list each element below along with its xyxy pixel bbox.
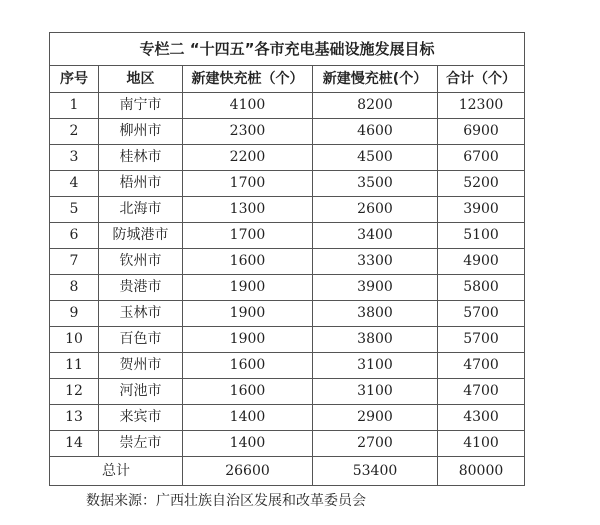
cell-sum: 6900 <box>438 119 525 145</box>
table-row <box>50 249 525 275</box>
cell-index: 4 <box>50 171 99 197</box>
cell-index: 13 <box>50 405 99 431</box>
cell-fast: 1600 <box>183 249 313 275</box>
cell-index: 5 <box>50 197 99 223</box>
table-row <box>50 431 525 457</box>
cell-slow: 2600 <box>313 197 438 223</box>
cell-index: 8 <box>50 275 99 301</box>
cell-index: 12 <box>50 379 99 405</box>
cell-region: 玉林市 <box>99 301 183 327</box>
cell-slow: 3100 <box>313 353 438 379</box>
cell-fast: 1900 <box>183 327 313 353</box>
cell-fast: 1600 <box>183 353 313 379</box>
cell-fast: 1400 <box>183 405 313 431</box>
cell-fast: 1300 <box>183 197 313 223</box>
cell-index: 7 <box>50 249 99 275</box>
cell-region: 防城港市 <box>99 223 183 249</box>
total-sum: 80000 <box>438 457 525 486</box>
total-fast: 26600 <box>183 457 313 486</box>
cell-sum: 4300 <box>438 405 525 431</box>
table-row <box>50 171 525 197</box>
cell-slow: 3500 <box>313 171 438 197</box>
column-header: 新建快充桩（个） <box>183 66 313 93</box>
source-note: 数据来源：广西壮族自治区发展和改革委员会 <box>86 493 366 509</box>
cell-slow: 4500 <box>313 145 438 171</box>
cell-sum: 4700 <box>438 353 525 379</box>
cell-region: 河池市 <box>99 379 183 405</box>
cell-fast: 1600 <box>183 379 313 405</box>
cell-sum: 4700 <box>438 379 525 405</box>
table-row <box>50 93 525 119</box>
cell-region: 钦州市 <box>99 249 183 275</box>
table-title: 专栏二 “十四五”各市充电基础设施发展目标 <box>50 33 525 66</box>
cell-index: 2 <box>50 119 99 145</box>
cell-index: 10 <box>50 327 99 353</box>
cell-sum: 4900 <box>438 249 525 275</box>
total-slow: 53400 <box>313 457 438 486</box>
cell-fast: 2200 <box>183 145 313 171</box>
cell-region: 桂林市 <box>99 145 183 171</box>
cell-fast: 1400 <box>183 431 313 457</box>
table-row <box>50 379 525 405</box>
cell-sum: 6700 <box>438 145 525 171</box>
cell-index: 3 <box>50 145 99 171</box>
cell-region: 贺州市 <box>99 353 183 379</box>
cell-index: 14 <box>50 431 99 457</box>
column-header: 新建慢充桩(个） <box>313 66 438 93</box>
table-row <box>50 223 525 249</box>
cell-sum: 5700 <box>438 301 525 327</box>
table-row <box>50 275 525 301</box>
cell-region: 梧州市 <box>99 171 183 197</box>
cell-fast: 1900 <box>183 301 313 327</box>
cell-region: 崇左市 <box>99 431 183 457</box>
cell-sum: 12300 <box>438 93 525 119</box>
column-header: 序号 <box>50 66 99 93</box>
cell-sum: 5200 <box>438 171 525 197</box>
column-header: 合计（个） <box>438 66 525 93</box>
cell-region: 北海市 <box>99 197 183 223</box>
table-row <box>50 145 525 171</box>
cell-index: 1 <box>50 93 99 119</box>
cell-fast: 1700 <box>183 223 313 249</box>
cell-slow: 2900 <box>313 405 438 431</box>
cell-slow: 8200 <box>313 93 438 119</box>
table-row <box>50 301 525 327</box>
total-label: 总计 <box>50 457 183 486</box>
cell-sum: 5700 <box>438 327 525 353</box>
cell-region: 来宾市 <box>99 405 183 431</box>
cell-fast: 2300 <box>183 119 313 145</box>
table-row <box>50 119 525 145</box>
cell-fast: 1900 <box>183 275 313 301</box>
cell-sum: 5800 <box>438 275 525 301</box>
table-row <box>50 197 525 223</box>
cell-fast: 4100 <box>183 93 313 119</box>
cell-slow: 3800 <box>313 301 438 327</box>
cell-region: 柳州市 <box>99 119 183 145</box>
table-row <box>50 353 525 379</box>
cell-sum: 3900 <box>438 197 525 223</box>
table-row <box>50 327 525 353</box>
cell-slow: 3800 <box>313 327 438 353</box>
charging-targets-table <box>49 32 525 486</box>
cell-slow: 2700 <box>313 431 438 457</box>
cell-slow: 3400 <box>313 223 438 249</box>
table-row <box>50 405 525 431</box>
cell-index: 11 <box>50 353 99 379</box>
cell-region: 南宁市 <box>99 93 183 119</box>
column-header: 地区 <box>99 66 183 93</box>
cell-region: 百色市 <box>99 327 183 353</box>
cell-fast: 1700 <box>183 171 313 197</box>
cell-region: 贵港市 <box>99 275 183 301</box>
cell-slow: 3300 <box>313 249 438 275</box>
cell-sum: 4100 <box>438 431 525 457</box>
cell-slow: 3900 <box>313 275 438 301</box>
cell-slow: 4600 <box>313 119 438 145</box>
cell-index: 9 <box>50 301 99 327</box>
cell-index: 6 <box>50 223 99 249</box>
cell-slow: 3100 <box>313 379 438 405</box>
cell-sum: 5100 <box>438 223 525 249</box>
total-row <box>50 457 525 486</box>
